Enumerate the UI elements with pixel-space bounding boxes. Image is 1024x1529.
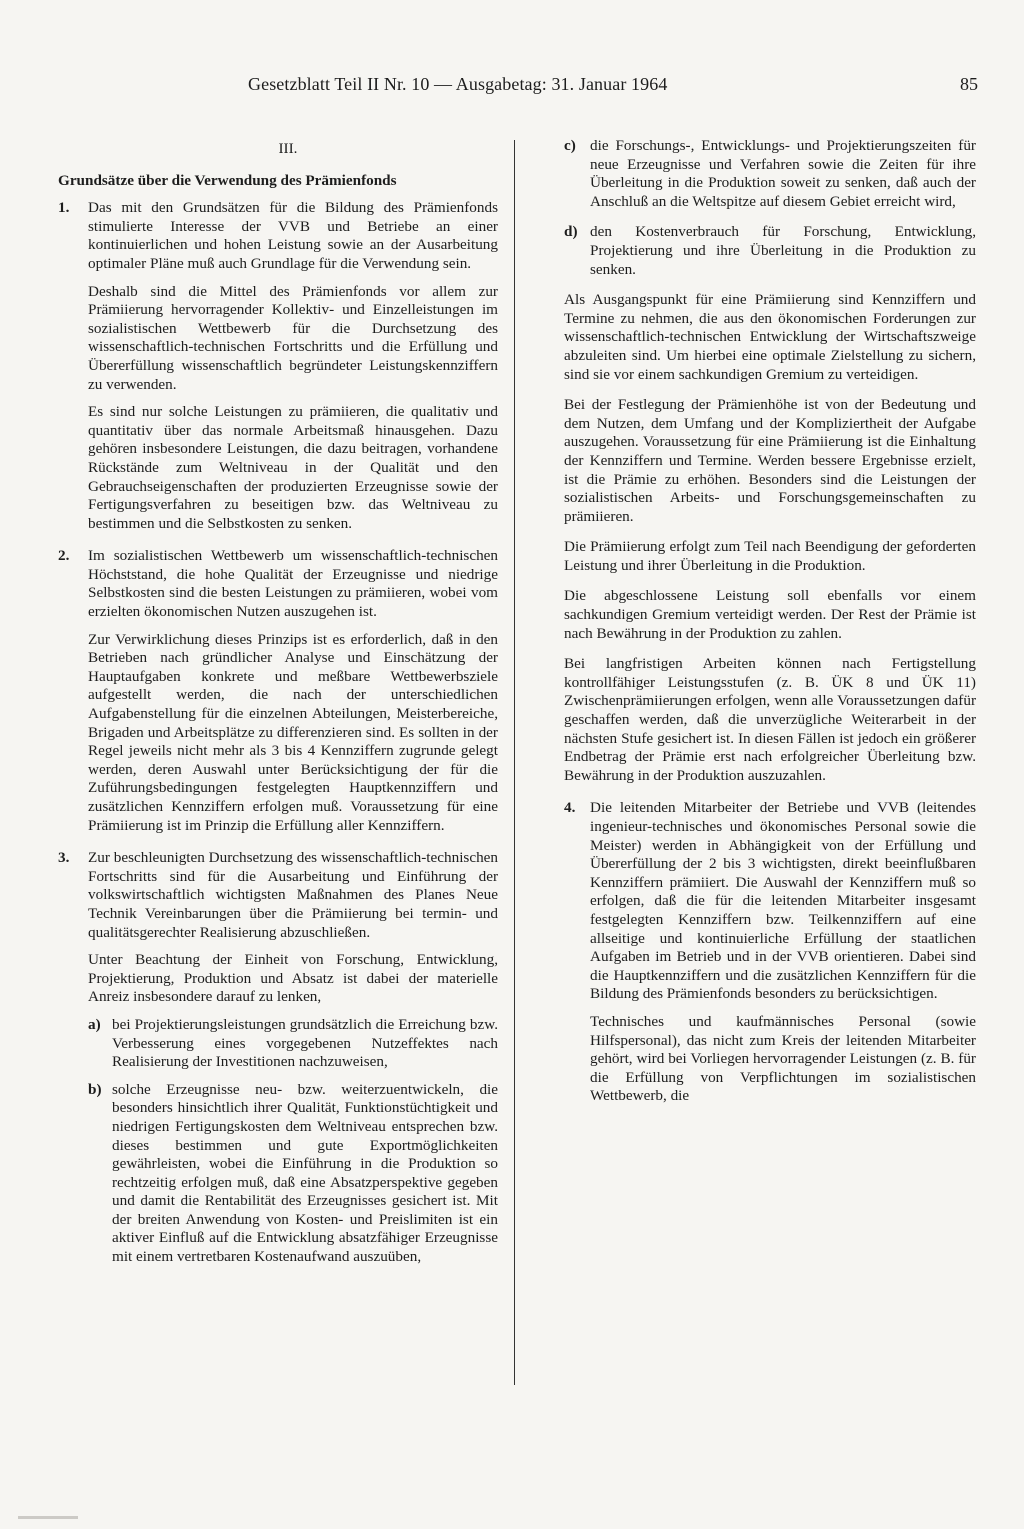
sub-item-label: b)	[88, 1080, 102, 1098]
item-4	[564, 799, 976, 1106]
sub-item-text: die Forschungs-, Entwicklungs- und Projektierungszeiten für neue Erzeugnisse und Verfahren sowie die Zeiten für ihre Überleitung in die Produktion soweit zu senken, daß auch der Anschluß an die Weltspitze auf diesem Gebiet erreicht wird,	[590, 137, 976, 210]
right-column	[564, 137, 976, 1115]
paragraph: Es sind nur solche Leistungen zu prämiieren, die qualitativ und quantitativ über das normale Arbeitsmaß hinausgehen. Dazu gehören insbesondere Leistungen, die dazu beitragen, vorhandene Rückstände zum Weltniveau in der Qualität und den Gebrauchseigenschaften der produzierten Erzeugnisse sowie der Fertigungsverfahren zu beseitigen bzw. das Weltniveau zu bestimmen und die Selbstkosten zu senken.	[88, 403, 498, 532]
column-divider	[514, 140, 515, 1385]
item-1	[58, 199, 498, 533]
sub-item-a	[88, 1016, 498, 1072]
item-2	[58, 547, 498, 835]
scan-artifact	[18, 1516, 78, 1519]
sub-item-text: bei Projektierungsleistungen grundsätzlich die Erreichung bzw. Verbesserung eines vorgegebenen Nutzeffektes nach Realisierung der Investitionen nachzuweisen,	[112, 1015, 498, 1071]
sub-item-text: solche Erzeugnisse neu- bzw. weiterzuentwickeln, die besonders hinsichtlich ihrer Qualität, Funktionstüchtigkeit und niedrigen Fertigungskosten dem Weltniveau entsprechen bzw. dieses bestimmen und gute Exportmöglichkeiten gewährleisten, wobei die Einführung in die Produktion so rechtzeitig erfolgen muß, daß eine Absatzperspektive gegeben und damit die Rentabilität des Erzeugnisses gesichert ist. Mit der breiten Anwendung von Kosten- und Preislimiten ist ein aktiver Einfluß auf die Entwicklung absatzfähiger Erzeugnisse mit einem vertretbaren Kostenaufwand auszuüben,	[112, 1080, 498, 1266]
paragraph: Zur beschleunigten Durchsetzung des wissenschaftlich-technischen Fortschritts sind für die Ausarbeitung und Einführung der volkswirtschaftlich wichtigsten Maßnahmen des Planes Neue Technik Vereinbarungen über die Prämiierung bei termin- und qualitätsgerechter Realisierung abzuschließen.	[88, 849, 498, 941]
paragraph: Die abgeschlossene Leistung soll ebenfalls vor einem sachkundigen Gremium verteidigt werden. Der Rest der Prämie ist nach Bewährung in der Produktion zu zahlen.	[564, 587, 976, 642]
sub-item-label: c)	[564, 137, 576, 154]
item-number: 1.	[58, 199, 70, 217]
sub-item-d	[564, 223, 976, 279]
paragraph: Bei der Festlegung der Prämienhöhe ist von der Bedeutung und dem Nutzen, dem Umfang und der Kompliziertheit der Aufgabe auszugehen. Voraussetzung für eine Prämiierung ist die Einhaltung der Kennziffern und Termine. Werden bessere Ergebnisse erzielt, ist die Prämie zu erhöhen. Besonders sind die Leistungen der sozialistischen Arbeits- und Forschungsgemeinschaften zu prämiieren.	[564, 396, 976, 525]
item-number: 2.	[58, 547, 70, 565]
sub-item-label: a)	[88, 1015, 101, 1033]
sub-item-c	[564, 137, 976, 211]
paragraph: Im sozialistischen Wettbewerb um wissenschaftlich-technischen Höchststand, die hohe Qualität der Erzeugnisse und niedrige Selbstkosten sind die besten Leistungen zu prämiieren, wobei vom erzielten ökonomischen Nutzen auszugehen ist.	[88, 547, 498, 621]
paragraph: Die Prämiierung erfolgt zum Teil nach Beendigung der geforderten Leistung und ihrer Überleitung in die Produktion.	[564, 538, 976, 574]
item-3	[58, 849, 498, 1266]
item-number: 3.	[58, 849, 70, 867]
paragraph: Als Ausgangspunkt für eine Prämiierung sind Kennziffern und Termine zu nehmen, die aus den ökonomischen Forderungen zur wissenschaftlich-technischen Entwicklung der Wirtschaftszweige abzuleiten sind. Um hierbei eine optimale Zielstellung zu sichern, sind sie vor einem sachkundigen Gremium zu verteidigen.	[564, 291, 976, 383]
paragraph: Das mit den Grundsätzen für die Bildung des Prämienfonds stimulierte Interesse der VVB und Betriebe an einer kontinuierlichen und hohen Leistung sowie an der Ausarbeitung optimaler Pläne muß auch Grundlage für die Verwendung sein.	[88, 199, 498, 272]
section-heading: Grundsätze über die Verwendung des Prämienfonds	[58, 171, 397, 189]
paragraph: Deshalb sind die Mittel des Prämienfonds vor allem zur Prämiierung hervorragender Kollektiv- und Einzelleistungen im sozialistischen Wettbewerb für die Durchsetzung des wissenschaftlich-technischen Fortschritts und die Erfüllung und Übererfüllung wissenschaftlich begründeter Leistungskennziffern zu verwenden.	[88, 282, 498, 393]
page-number: 85	[960, 74, 978, 94]
paragraph: Bei langfristigen Arbeiten können nach Fertigstellung kontrollfähiger Leistungsstufen (z. B. ÜK 8 und ÜK 11) Zwischenprämiierungen erfolgen, wenn alle Voraussetzungen dafür geschaffen werden, daß die unverzügliche Weiterarbeit in der nächsten Stufe gesichert ist. In diesen Fällen ist jedoch ein größerer Endbetrag der Prämie erst nach erfolgreicher Überleitung bzw. Bewährung in der Produktion auszuzahlen.	[564, 655, 976, 784]
left-column	[58, 140, 498, 1267]
header-title: Gesetzblatt Teil II Nr. 10 — Ausgabetag: 31. Januar 1964	[248, 74, 668, 94]
sub-item-b	[88, 1081, 498, 1267]
item-number: 4.	[564, 799, 576, 817]
paragraph: Unter Beachtung der Einheit von Forschung, Entwicklung, Projektierung, Produktion und Absatz ist dabei der materielle Anreiz insbesondere darauf zu lenken,	[88, 951, 498, 1006]
paragraph: Die leitenden Mitarbeiter der Betriebe und VVB (leitendes ingenieur-technisches und ökonomisches Personal sowie die Meister) werden in Abhängigkeit von der Erfüllung und Übererfüllung der 2 bis 3 wichtigsten, direkt beeinflußbaren Kennziffern prämiiert. Die Auswahl der Kennziffern muß so erfolgen, daß die für die leitenden Mitarbeiter insgesamt festgelegten Kennziffern bzw. Teilkennziffern auf eine allseitige und kontinuierliche Erfüllung der staatlichen Aufgaben im Betrieb und in der VVB orientieren. Dabei sind die Hauptkennziffern und die zusätzlichen Kennziffern für die Bildung des Prämienfonds besonders zu berücksichtigen.	[590, 799, 976, 1003]
sub-item-text: den Kostenverbrauch für Forschung, Entwicklung, Projektierung und ihre Überleitung in die Produktion zu senken.	[590, 223, 976, 278]
paragraph: Technisches und kaufmännisches Personal (sowie Hilfspersonal), das nicht zum Kreis der leitenden Mitarbeiter gehört, wird bei Vorliegen hervorragender Leistungen (z. B. für die Erfüllung von Verpflichtungen im sozialistischen Wettbewerb, die	[590, 1012, 976, 1105]
sub-item-label: d)	[564, 223, 578, 241]
section-number: III.	[278, 140, 298, 157]
paragraph: Zur Verwirklichung dieses Prinzips ist es erforderlich, daß in den Betrieben nach gründlicher Analyse und Einschätzung der Hauptaufgaben konkrete und meßbare Wettbewerbsziele aufgestellt werden, die nach der unterschiedlichen Aufgabenstellung für die einzelnen Abteilungen, Meisterbereiche, Brigaden und Arbeitsplätze zu differenzieren sind. Es sollten in der Regel jeweils nicht mehr als 3 bis 4 Kennziffern zugrunde gelegt werden, deren Auswahl unter Berücksichtigung der für die Zuführungsbedingungen festgelegten Hauptkennziffern und zusätzlichen Kennziffern erfolgen muß. Voraussetzung für eine Prämiierung ist im Prinzip die Erfüllung aller Kennziffern.	[88, 630, 498, 834]
